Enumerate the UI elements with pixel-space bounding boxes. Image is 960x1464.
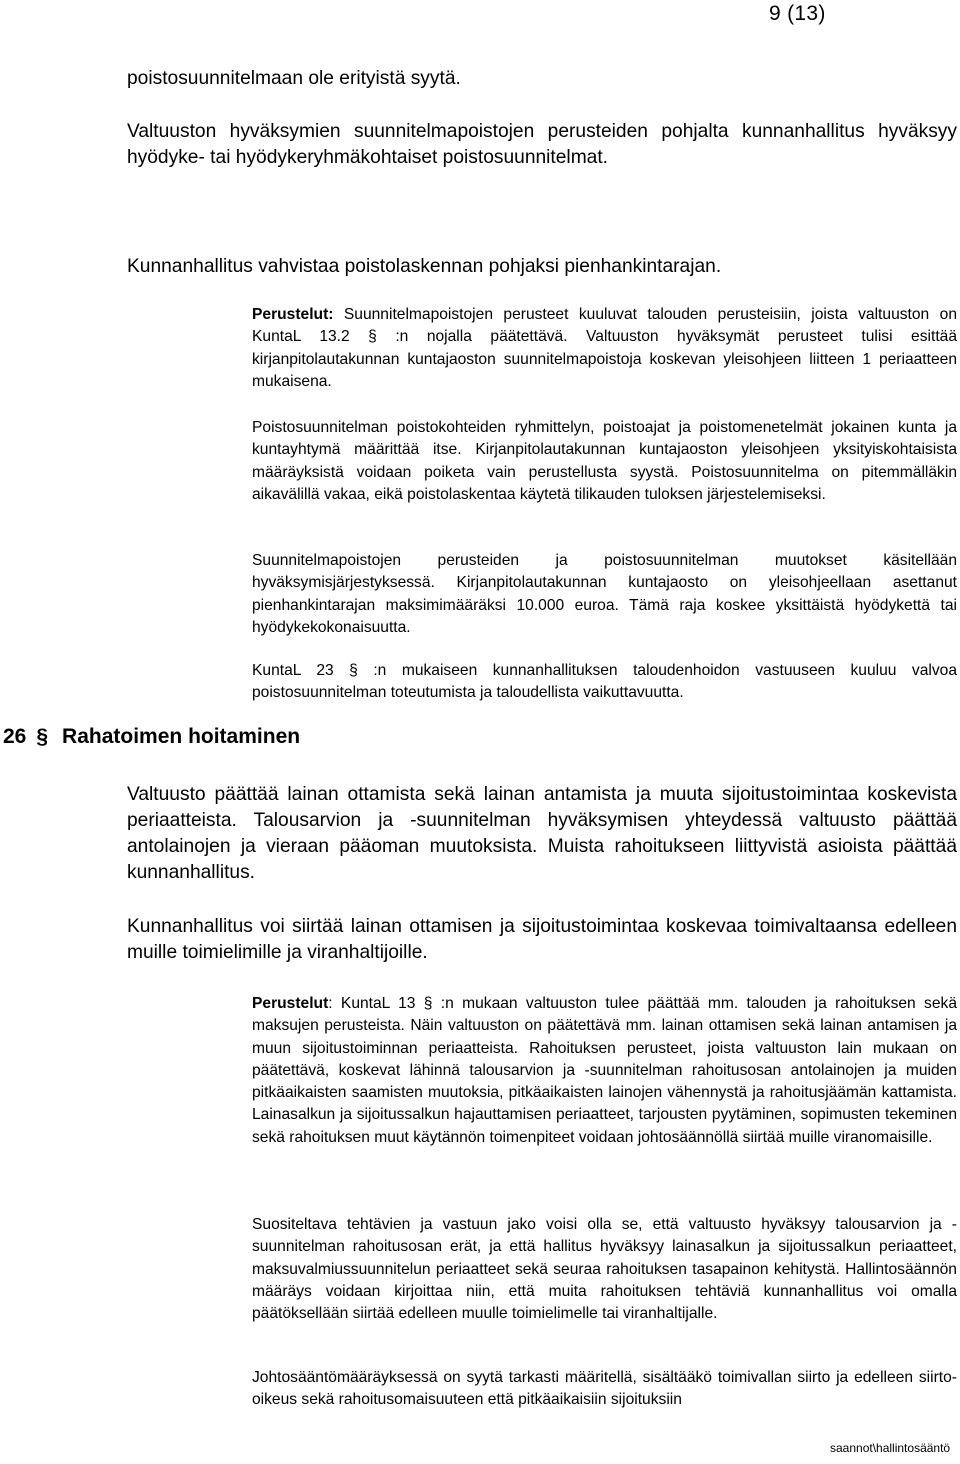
section-symbol: § [36,725,49,748]
section-title: Rahatoimen hoitaminen [62,725,301,748]
page-number: 9 (13) [769,2,826,25]
paragraph-small-procurement-limit: Kunnanhallitus vahvistaa poistolaskennan pohjaksi pienhankintarajan. [127,256,722,277]
rationale-paragraph-1 [252,304,957,393]
section-number: 26 [3,725,27,748]
section-heading [3,725,300,749]
rationale-paragraph-6: Suositeltava tehtävien ja vastuun jako voisi olla se, että valtuusto hyväksyy talousarvion ja -suunnitelman rahoitusosan erät, ja että hallitus hyväksyy lainasalkun ja sijoitussalkun periaatteet, maksuvalmiussuunnitelun periaatteet sekä seuraa rahoituksen tasapainon kehitystä. Hallintosäännön määräys voidaan kirjoittaa niin, että muita rahoituksen tehtäviä kunnanhallitus voi omalla päätöksellään siirtää edelleen muulle toimielimelle tai viranhaltijalle. [252,1216,957,1323]
rationale-text: Suunnitelmapoistojen perusteet kuuluvat talouden perusteisiin, joista valtuuston on KuntaL 13.2 § :n nojalla päätettävä. Valtuuston hyväksymät perusteet tulisi esittää kirjanpitolautakunnan kuntajaoston suunnitelmapoistoja koskevan yleisohjeen liitteen 1 periaatteen mukaisena. [252,306,957,390]
paragraph-continuation: poistosuunnitelmaan ole erityistä syytä. [127,68,461,89]
rationale-label-2: Perustelut [252,995,329,1012]
rationale-paragraph-2: Poistosuunnitelman poistokohteiden ryhmittelyn, poistoajat ja poistomenetelmät jokainen kunta ja kuntayhtymä määrittää itse. Kirjanpitolautakunnan kuntajaoston yleisohjeen yksityiskohtaisista määräyksistä voidaan poiketa vain perustellusta syystä. Poistosuunnitelma on pitemmälläkin aikavälillä vakaa, eikä poistolaskentaa käytetä tilikauden tuloksen järjestelemiseksi. [252,419,957,503]
rationale-paragraph-5 [252,993,957,1149]
rationale-text-2: : KuntaL 13 § :n mukaan valtuuston tulee päättää mm. talouden ja rahoituksen sekä maksujen perusteista. Näin valtuuston on päätettävä mm. lainan ottamisen sekä lainan antamisen ja muun sijoitustoiminnan periaatteista. Rahoituksen perusteet, joista valtuuston lain mukaan on päätettävä, koskevat lähinnä talousarvion ja -suunnitelman rahoitusosan antolainojen ja muiden pitkäaikaisten saamisten muutoksia, pitkäaikaisten lainojen vähennystä ja rahoitusjäämän kattamista. Lainasalkun ja sijoitussalkun hajauttamisen periaatteet, tarjousten pyytäminen, sopimusten tekeminen sekä rahoituksen muut käytännön toimenpiteet voidaan johtosäännöllä siirtää muille viranomaisille. [252,995,957,1146]
paragraph-depreciation-plans: Valtuuston hyväksymien suunnitelmapoistojen perusteiden pohjalta kunnanhallitus hyväksyy hyödyke- tai hyödykeryhmäkohtaiset poistosuunnitelmat. [127,121,957,168]
paragraph-delegation: Kunnanhallitus voi siirtää lainan ottamisen ja sijoitustoimintaa koskevaa toimivaltaansa edelleen muille toimielimille ja viranhaltijoille. [127,916,957,963]
rationale-paragraph-3: Suunnitelmapoistojen perusteiden ja poistosuunnitelman muutokset käsitellään hyväksymisjärjestyksessä. Kirjanpitolautakunnan kuntajaosto on yleisohjeellaan asettanut pienhankintarajan maksimimääräksi 10.000 euroa. Tämä raja koskee yksittäistä hyödykettä tai hyödykekokonaisuutta. [252,552,957,636]
rationale-paragraph-7: Johtosääntömääräyksessä on syytä tarkasti määritellä, sisältääkö toimivallan siirto ja edelleen siirto-oikeus sekä rahoitusomaisuuteen että pitkäaikaisiin sijoituksiin [252,1369,957,1409]
paragraph-borrowing-principles: Valtuusto päättää lainan ottamista sekä lainan antamista ja muuta sijoitustoimintaa koskevista periaatteista. Talousarvion ja -suunnitelman hyväksymisen yhteydessä valtuusto päättää antolainojen ja vieraan pääoman muutoksista. Muista rahoitukseen liittyvistä asioista päättää kunnanhallitus. [127,784,957,883]
footer-path: saannot\hallintosääntö [830,1441,951,1455]
rationale-paragraph-4: KuntaL 23 § :n mukaiseen kunnanhallituksen taloudenhoidon vastuuseen kuuluu valvoa poistosuunnitelman toteutumista ja taloudellista vaikuttavuutta. [252,662,957,702]
rationale-label: Perustelut: [252,306,334,323]
